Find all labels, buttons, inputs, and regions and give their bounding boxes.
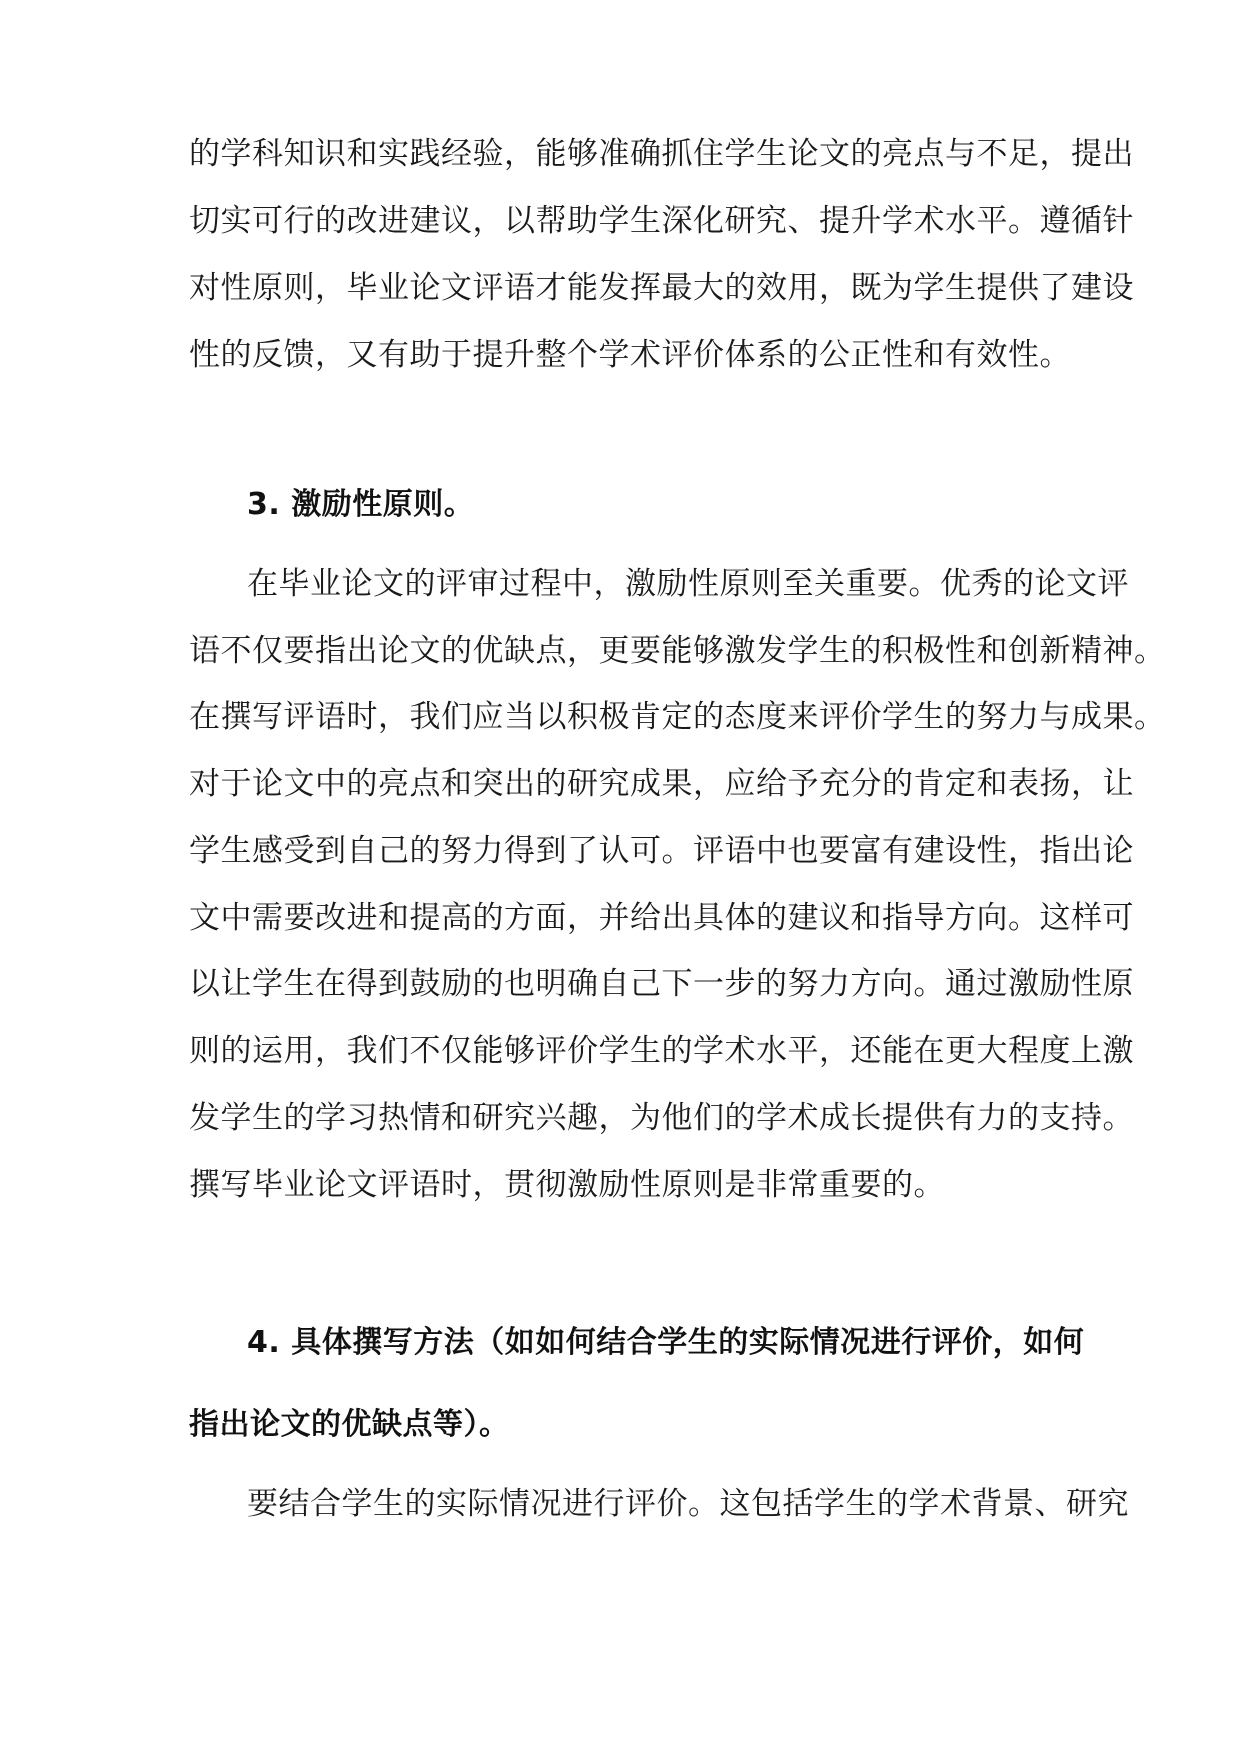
section-heading-4-cont: 指出论文的优缺点等）。 (189, 1407, 510, 1442)
body-text-line: 撰写毕业论文评语时，贯彻激励性原则是非常重要的。 (189, 1167, 945, 1203)
body-text-line: 文中需要改进和提高的方面，并给出具体的建议和指导方向。这样可 (189, 900, 1134, 936)
body-text-line: 对性原则，毕业论文评语才能发挥最大的效用，既为学生提供了建设 (189, 270, 1134, 306)
body-text-line: 语不仅要指出论文的优缺点，更要能够激发学生的积极性和创新精神。 (189, 633, 1166, 669)
section-heading-4: 4. 具体撰写方法（如如何结合学生的实际情况进行评价，如何 (247, 1325, 1085, 1360)
body-text-line: 发学生的学习热情和研究兴趣，为他们的学术成长提供有力的支持。 (189, 1100, 1134, 1136)
body-text-line: 的学科知识和实践经验，能够准确抓住学生论文的亮点与不足，提出 (189, 136, 1134, 172)
body-text-line: 要结合学生的实际情况进行评价。这包括学生的学术背景、研究 (247, 1486, 1129, 1522)
body-text-line: 切实可行的改进建议，以帮助学生深化研究、提升学术水平。遵循针 (189, 203, 1134, 239)
body-text-line: 以让学生在得到鼓励的也明确自己下一步的努力方向。通过激励性原 (189, 966, 1134, 1002)
body-text-line: 学生感受到自己的努力得到了认可。评语中也要富有建设性，指出论 (189, 833, 1134, 869)
body-text-line: 在撰写评语时，我们应当以积极肯定的态度来评价学生的努力与成果。 (189, 699, 1166, 735)
section-heading-3: 3. 激励性原则。 (247, 487, 475, 522)
body-text-line: 在毕业论文的评审过程中，激励性原则至关重要。优秀的论文评 (247, 566, 1129, 602)
body-text-line: 性的反馈，又有助于提升整个学术评价体系的公正性和有效性。 (189, 337, 1071, 373)
body-text-line: 则的运用，我们不仅能够评价学生的学术水平，还能在更大程度上激 (189, 1033, 1134, 1069)
body-text-line: 对于论文中的亮点和突出的研究成果，应给予充分的肯定和表扬，让 (189, 766, 1134, 802)
